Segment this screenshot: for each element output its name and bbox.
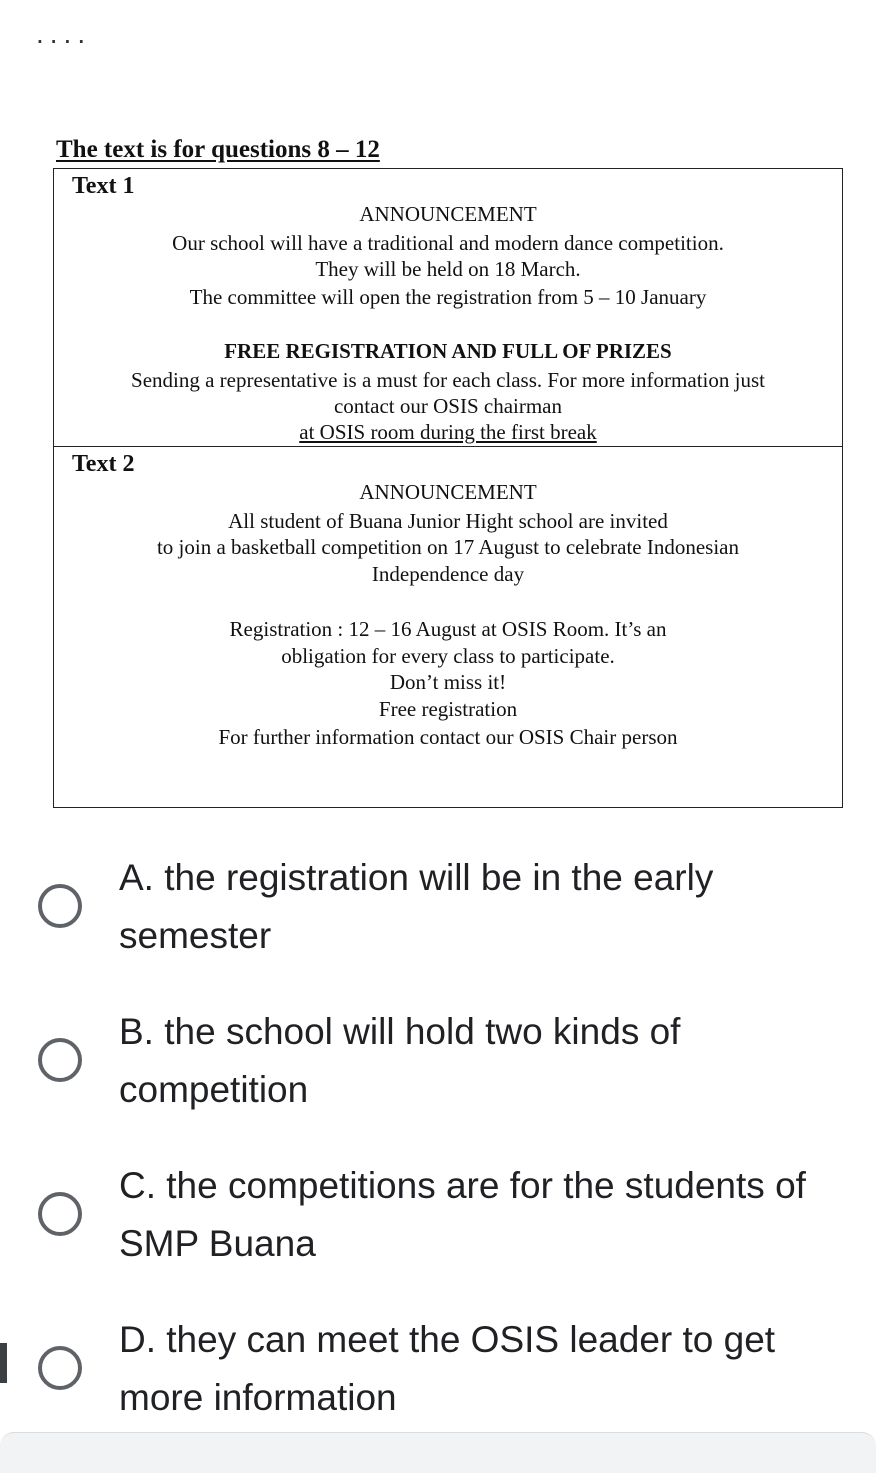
text-2-line: For further information contact our OSIS Chair person: [218, 725, 678, 749]
text-2-line: Independence day: [371, 562, 525, 586]
text-1-label: Text 1: [72, 173, 135, 199]
text-1-line: at OSIS room during the first break: [299, 420, 597, 444]
option-d-label[interactable]: [119, 1311, 849, 1427]
text-1-line: Our school will have a traditional and modern dance competition.: [172, 231, 724, 255]
text-2-title: ANNOUNCEMENT: [359, 480, 537, 504]
radio-button-a[interactable]: [38, 884, 82, 928]
option-d[interactable]: [0, 1310, 876, 1430]
text-1-section: [54, 169, 842, 447]
text-1-title: ANNOUNCEMENT: [359, 202, 537, 226]
text-2-section: [54, 447, 842, 807]
radio-button-c[interactable]: [38, 1192, 82, 1236]
option-c-line-1: C. the competitions are for the students of: [119, 1165, 806, 1206]
text-2-line: Registration : 12 – 16 August at OSIS Room. It’s an: [229, 617, 667, 641]
left-edge-indicator: [0, 1343, 7, 1383]
text-2-line: All student of Buana Junior Hight school are invited: [228, 509, 668, 533]
option-c-label[interactable]: [119, 1157, 849, 1273]
passage-heading: The text is for questions 8 – 12: [56, 136, 380, 163]
text-2-line: Don’t miss it!: [389, 670, 507, 694]
text-1-line: Sending a representative is a must for each class. For more information just: [131, 368, 765, 392]
option-d-line-1: D. they can meet the OSIS leader to get: [119, 1319, 776, 1360]
option-a-label[interactable]: [119, 849, 849, 965]
option-a-line-1: A. the registration will be in the early: [119, 857, 714, 898]
option-d-line-2: more information: [119, 1377, 397, 1418]
option-c-line-2: SMP Buana: [119, 1223, 316, 1264]
option-b-label[interactable]: [119, 1003, 849, 1119]
text-2-line: obligation for every class to participate.: [281, 644, 615, 668]
text-1-highlight: FREE REGISTRATION AND FULL OF PRIZES: [224, 339, 672, 363]
text-1-line: The committee will open the registration from 5 – 10 January: [189, 285, 707, 309]
text-2-label: Text 2: [72, 451, 135, 477]
option-b-line-1: B. the school will hold two kinds of: [119, 1011, 681, 1052]
top-ellipsis: ....: [36, 18, 92, 49]
bottom-panel: [0, 1432, 876, 1473]
passage-image: [53, 168, 843, 808]
option-b[interactable]: [0, 1002, 876, 1122]
option-c[interactable]: [0, 1156, 876, 1276]
text-2-line: to join a basketball competition on 17 August to celebrate Indonesian: [156, 535, 740, 559]
radio-button-d[interactable]: [38, 1346, 82, 1390]
text-1-line: contact our OSIS chairman: [333, 394, 563, 418]
text-2-line: Free registration: [378, 697, 518, 721]
text-1-line: They will be held on 18 March.: [315, 257, 581, 281]
radio-button-b[interactable]: [38, 1038, 82, 1082]
option-a-line-2: semester: [119, 915, 272, 956]
option-b-line-2: competition: [119, 1069, 309, 1110]
option-a[interactable]: [0, 848, 876, 968]
